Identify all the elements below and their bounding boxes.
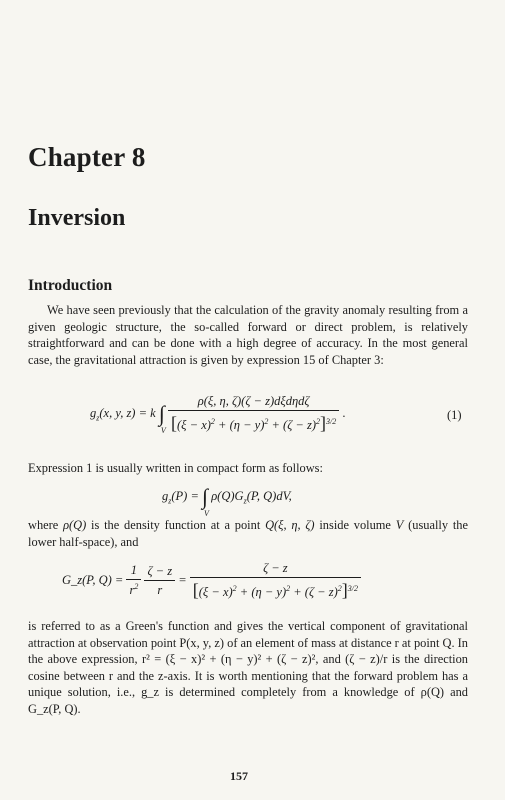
integral-symbol: ∫ V (158, 401, 166, 435)
chapter-title: Inversion (28, 205, 126, 231)
section-heading: Introduction (28, 277, 113, 294)
equation-1-numerator: ρ(ξ, η, ζ)(ζ − z)dξdηdζ (197, 394, 310, 408)
integral-symbol-2: ∫ V (202, 484, 209, 518)
equation-3-frac-1: $\frac{1}{r^2}$ (126, 563, 141, 598)
equation-1-fraction (168, 394, 339, 434)
paragraph-greens-function: is referred to as a Green's function and gives the vertical component of gravitational attraction at observation point P(x, y, z) of an element of mass at distance r at point Q. In the above expression, r² = (ξ − x)² + (η − y)² + (ζ − z)², and (ζ − z)/r is the direction cosine between r and the z-axis. It is worth mentioning that the forward problem has a unique solution, i.e., g_z is determined completely from a knowledge of ρ(Q) and G_z(P, Q). (28, 619, 468, 716)
equation-1: $g_z(x$, y, z) = k ∫ V $\frac{\text{ρ(ξ, η, ζ)(ζ − z)dξdηdζ}}{[(\xi - x)^2 + (\eta - y)^2 + (\zeta - z)^2]^{3/2}}$ . (90, 394, 346, 435)
equation-3-frac-rhs: $\frac{\zeta - z}{[(\xi - x)^2 + (\eta - y)^2 + (\zeta - z)^2]^{3/2}}$ (190, 561, 361, 601)
paragraph-intro: We have seen previously that the calculation of the gravity anomaly resulting from a given geologic structure, the so-called forward or direct problem, is relatively straightforward and can be done with a high degree of accuracy. In the most general case, the gravitational attraction is given by expression 15 of Chapter 3: (28, 303, 468, 367)
equation-3: G_z(P, Q) = $\frac{1}{r^2}$ $\frac{\zeta - z}{r}$ = $\frac{\zeta - z}{[(\xi - x)^2 + (\eta - y)^2 + (\zeta - z)^2]^{3/2}}$ (62, 561, 361, 601)
paragraph-density-function: where ρ(Q) is the density function at a point Q(ξ, η, ζ) inside volume V (usually the lower half-space), and (28, 518, 468, 549)
paragraph-compact-form: Expression 1 is usually written in compact form as follows: (28, 461, 323, 475)
equation-1-denominator: $[(\xi - x)^2 + (\eta - y)^2 + (\zeta - z)^2]^{3/2}$ (168, 410, 339, 434)
equation-1-number: (1) (447, 408, 462, 422)
equation-2: $g_z(P)$ = ∫ V $\rho(Q)G_z(P$, Q)dV, (162, 484, 292, 518)
chapter-label: Chapter 8 (28, 142, 146, 172)
equation-3-frac-2: $\frac{\zeta - z}{r}$ (144, 564, 175, 598)
equation-1-lhs: $g_z(x$, y, z) = k (90, 405, 156, 423)
equation-3-lhs: G_z(P, Q) = (62, 572, 124, 587)
page-number: 157 (230, 769, 248, 783)
